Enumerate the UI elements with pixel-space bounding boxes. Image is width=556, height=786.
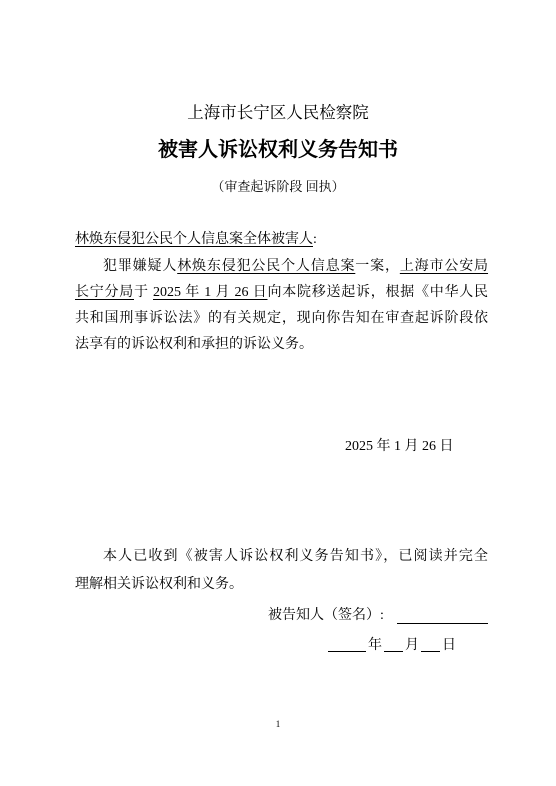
receipt-statement	[75, 543, 488, 599]
day-blank	[421, 637, 440, 652]
year-blank	[328, 637, 366, 652]
notice-body	[75, 254, 488, 358]
body-text: 一案，	[355, 259, 400, 274]
year-label: 年	[368, 638, 382, 653]
body-line-4	[75, 332, 488, 358]
body-text: 共和国刑事诉讼法》的有关规定，现向你告知在审查起诉阶段依	[75, 311, 488, 326]
agency-name-filled-cont: 长宁分局	[75, 285, 134, 300]
receipt-date-fields	[328, 637, 458, 655]
transfer-date-filled: 2025 年 1 月 26 日	[153, 285, 268, 300]
month-blank	[384, 637, 403, 652]
receipt-line-1: 本人已收到《被害人诉讼权利义务告知书》，已阅读并完全	[103, 549, 488, 564]
body-text: 犯罪嫌疑人	[103, 259, 178, 274]
page-number: 1	[275, 719, 281, 729]
case-name-filled: 林焕东侵犯公民个人信息案	[177, 259, 356, 274]
addressee-suffix: :	[313, 232, 317, 247]
signature-label: 被告知人（签名）:	[268, 608, 384, 623]
body-text: 于	[134, 285, 153, 300]
body-line-3	[75, 306, 488, 332]
body-line-1	[75, 254, 488, 280]
addressee-name: 林焕东侵犯公民个人信息案全体被害人	[75, 232, 313, 247]
receipt-line-2: 理解相关诉讼权利和义务。	[75, 577, 243, 592]
body-text: 法享有的诉讼权利和承担的诉讼义务。	[75, 337, 313, 352]
document-title: 被害人诉讼权利义务告知书	[158, 139, 398, 161]
body-line-2	[75, 280, 488, 306]
body-text: 向本院移送起诉，根据《中华人民	[267, 285, 488, 300]
day-label: 日	[442, 638, 456, 653]
signature-blank-line	[397, 623, 488, 624]
month-label: 月	[405, 638, 419, 653]
document-subtitle: （审查起诉阶段 回执）	[211, 179, 345, 194]
salutation	[75, 231, 317, 249]
agency-name-filled: 上海市公安局	[399, 259, 489, 274]
issue-date: 2025 年 1 月 26 日	[345, 439, 454, 454]
issuing-authority: 上海市长宁区人民检察院	[187, 103, 369, 122]
